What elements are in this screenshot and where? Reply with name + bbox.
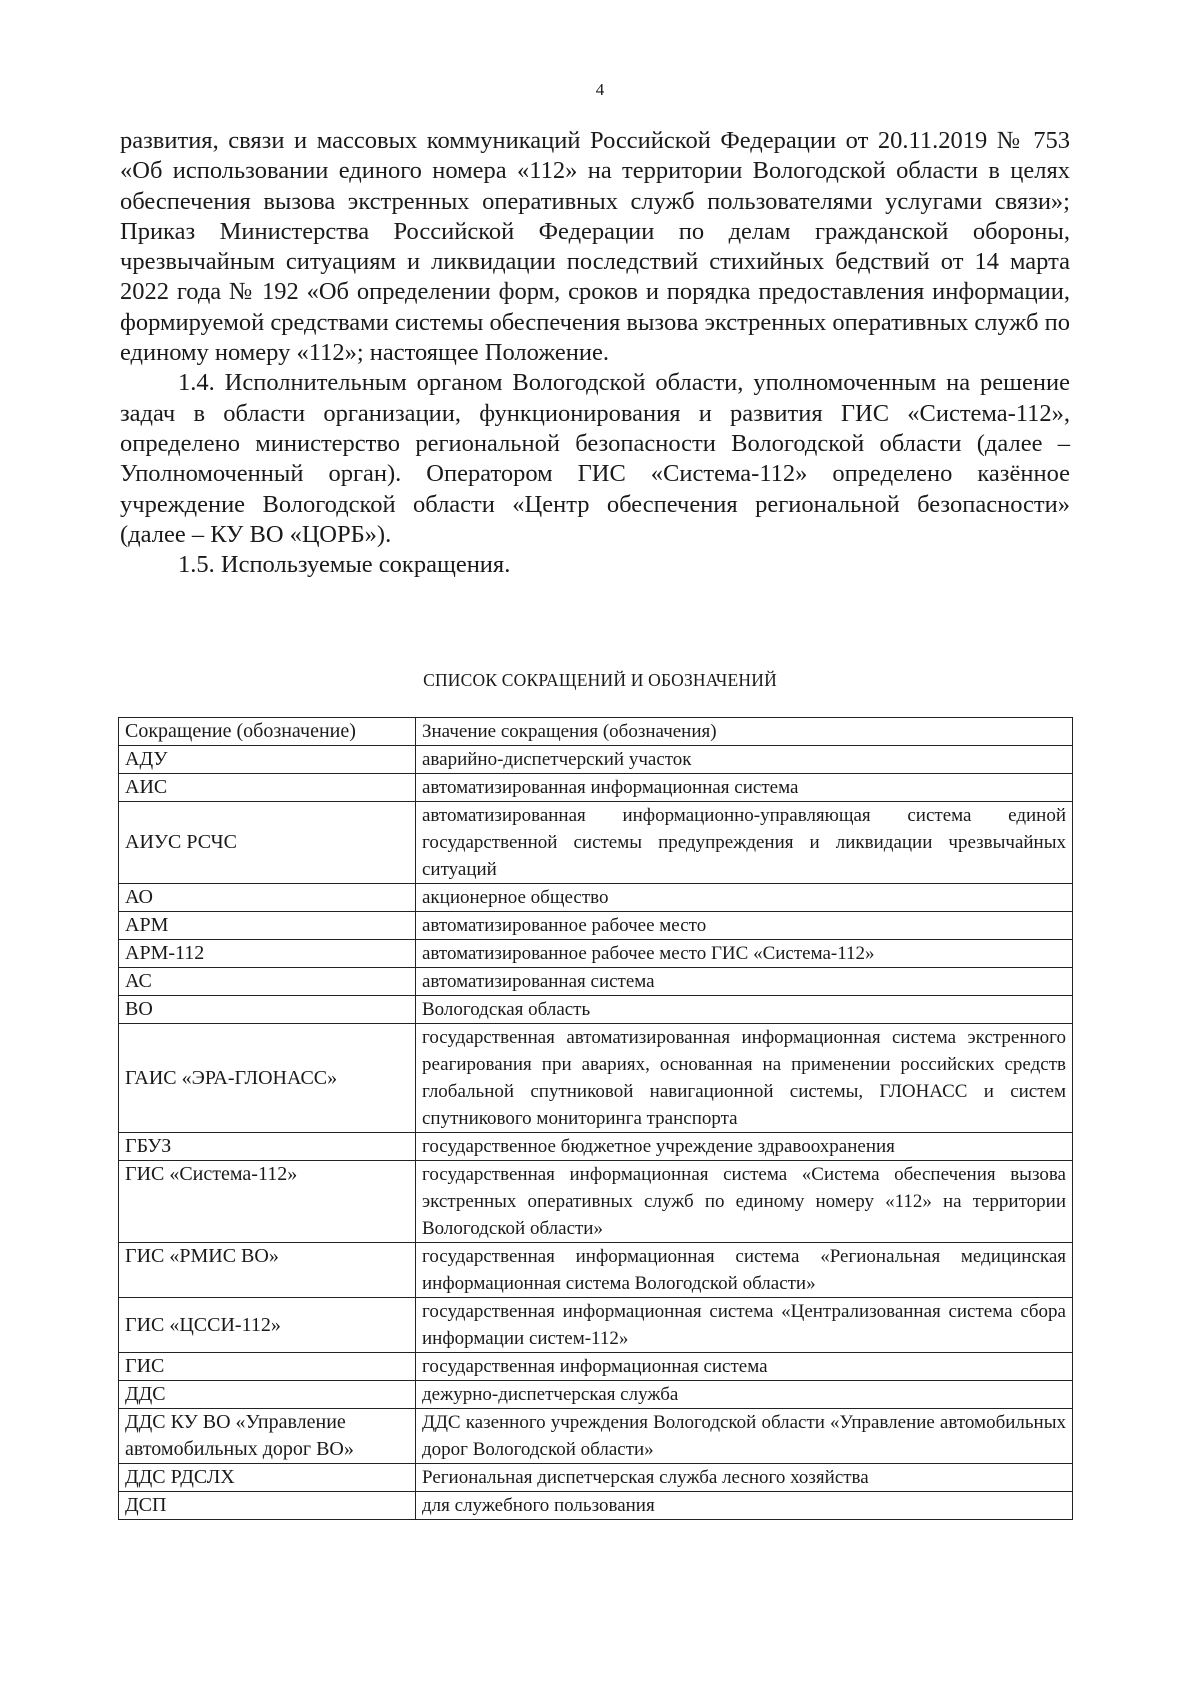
abbreviation-cell: ГИС (119, 1353, 416, 1381)
abbreviation-cell: АИС (119, 774, 416, 802)
meaning-cell: аварийно-диспетчерский участок (416, 746, 1073, 774)
abbreviation-cell: АДУ (119, 746, 416, 774)
paragraph-1-5: 1.5. Используемые сокращения. (178, 551, 511, 579)
abbreviation-cell: АРМ (119, 912, 416, 940)
table-row (119, 996, 1073, 1024)
meaning-cell: ДДС казенного учреждения Вологодской области «Управление автомобильных дорог Вологодской области» (416, 1409, 1073, 1464)
abbreviation-cell: АС (119, 968, 416, 996)
abbreviation-cell: ВО (119, 996, 416, 1024)
table-row (119, 1243, 1073, 1298)
meaning-cell: дежурно-диспетчерская служба (416, 1381, 1073, 1409)
table-row (119, 968, 1073, 996)
abbreviation-cell: ГБУЗ (119, 1133, 416, 1161)
meaning-cell: автоматизированное рабочее место (416, 912, 1073, 940)
table-header-row (119, 718, 1073, 746)
table-row (119, 1353, 1073, 1381)
abbreviation-cell: ДСП (119, 1492, 416, 1520)
table-row (119, 1492, 1073, 1520)
abbreviation-cell: АРМ-112 (119, 940, 416, 968)
abbreviation-cell: АО (119, 884, 416, 912)
abbreviation-cell: ГИС «ЦССИ-112» (119, 1298, 416, 1353)
table-row (119, 912, 1073, 940)
meaning-cell: Региональная диспетчерская служба лесного хозяйства (416, 1464, 1073, 1492)
paragraph-continuation: развития, связи и массовых коммуникаций Российской Федерации от 20.11.2019 № 753 «Об использовании единого номера «112» на территории Вологодской области в целях обеспечения вызова экстренных оперативных служб пользователями услугами связи»; Приказ Министерства Российской Федерации по делам гражданской обороны, чрезвычайным ситуациям и ликвидации последствий стихийных бедствий от 14 марта 2022 года № 192 «Об определении форм, сроков и порядка предоставления информации, формируемой средствами системы обеспечения вызова экстренных оперативных служб по единому номеру «112»; настоящее Положение. (120, 127, 1070, 367)
meaning-cell: Вологодская область (416, 996, 1073, 1024)
meaning-cell: автоматизированная информационно-управляющая система единой государственной системы предупреждения и ликвидации чрезвычайных ситуаций (416, 802, 1073, 884)
abbreviation-cell: АИУС РСЧС (119, 802, 416, 884)
abbreviation-cell: ГИС «РМИС ВО» (119, 1243, 416, 1298)
abbreviation-cell: ДДС КУ ВО «Управление автомобильных дорог ВО» (119, 1409, 416, 1464)
table-row (119, 940, 1073, 968)
body-text (120, 126, 1070, 580)
meaning-cell: государственная информационная система «Региональная медицинская информационная система Вологодской области» (416, 1243, 1073, 1298)
table-row (119, 802, 1073, 884)
abbreviation-cell: ДДС РДСЛХ (119, 1464, 416, 1492)
table-row (119, 1024, 1073, 1133)
table-row (119, 774, 1073, 802)
meaning-cell: для служебного пользования (416, 1492, 1073, 1520)
header-abbreviation: Сокращение (обозначение) (119, 718, 416, 746)
table-row (119, 1381, 1073, 1409)
abbreviation-cell: ГИС «Система-112» (119, 1161, 416, 1243)
table-row (119, 1464, 1073, 1492)
paragraph-1-4: 1.4. Исполнительным органом Вологодской области, уполномоченным на решение задач в области организации, функционирования и развития ГИС «Система-112», определено министерство региональной безопасности Вологодской области (далее – Уполномоченный орган). Оператором ГИС «Система-112» определено казённое учреждение Вологодской области «Центр обеспечения региональной безопасности» (далее – КУ ВО «ЦОРБ»). (120, 369, 1070, 548)
table-row (119, 1298, 1073, 1353)
table-row (119, 746, 1073, 774)
abbreviation-cell: ДДС (119, 1381, 416, 1409)
meaning-cell: государственное бюджетное учреждение здравоохранения (416, 1133, 1073, 1161)
meaning-cell: государственная автоматизированная информационная система экстренного реагирования при авариях, основанная на применении российских средств глобальной спутниковой навигационной системы, ГЛОНАСС и систем спутникового мониторинга транспорта (416, 1024, 1073, 1133)
abbreviations-list-title: СПИСОК СОКРАЩЕНИЙ И ОБОЗНАЧЕНИЙ (423, 670, 777, 690)
meaning-cell: автоматизированное рабочее место ГИС «Система-112» (416, 940, 1073, 968)
meaning-cell: автоматизированная информационная система (416, 774, 1073, 802)
abbreviations-table (118, 717, 1073, 1520)
meaning-cell: акционерное общество (416, 884, 1073, 912)
abbreviation-cell: ГАИС «ЭРА-ГЛОНАСС» (119, 1024, 416, 1133)
table-row (119, 1161, 1073, 1243)
meaning-cell: государственная информационная система «Система обеспечения вызова экстренных оперативных служб по единому номеру «112» на территории Вологодской области» (416, 1161, 1073, 1243)
meaning-cell: автоматизированная система (416, 968, 1073, 996)
page-number: 4 (595, 80, 605, 99)
meaning-cell: государственная информационная система (416, 1353, 1073, 1381)
table-row (119, 1409, 1073, 1464)
meaning-cell: государственная информационная система «Централизованная система сбора информации систем-112» (416, 1298, 1073, 1353)
table-row (119, 1133, 1073, 1161)
table-row (119, 884, 1073, 912)
header-meaning: Значение сокращения (обозначения) (416, 718, 1073, 746)
